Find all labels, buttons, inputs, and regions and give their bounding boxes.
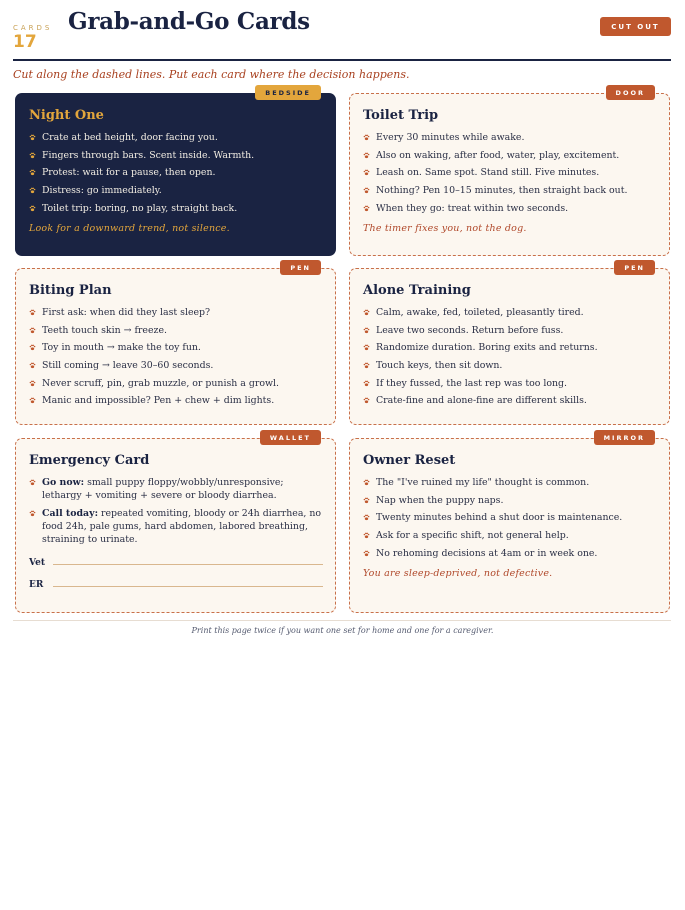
list-item: Crate at bed height, door facing you. (29, 131, 323, 144)
card-note: You are sleep-deprived, not defective. (363, 567, 553, 579)
er-label: ER (29, 579, 44, 590)
paw-icon (363, 134, 370, 141)
paw-icon (363, 152, 370, 159)
list-item: Nap when the puppy naps. (363, 494, 657, 507)
card-title: Alone Training (363, 283, 471, 298)
card-tag: MIRROR (594, 430, 655, 445)
list-item: Toy in mouth → make the toy fun. (29, 341, 323, 354)
card-title: Biting Plan (29, 283, 112, 298)
list-item: Twenty minutes behind a shut door is maintenance. (363, 511, 657, 524)
list-item: Touch keys, then sit down. (363, 359, 657, 372)
card-toilet-trip (349, 88, 670, 256)
paw-icon (363, 327, 370, 334)
list-item: Go now: small puppy floppy/wobbly/unresponsive; lethargy + vomiting + severe or bloody diarrhea. (29, 476, 323, 502)
paw-icon (29, 134, 36, 141)
paw-icon (29, 362, 36, 369)
header-rule (13, 59, 671, 61)
card-tag: WALLET (260, 430, 321, 445)
list-item: Randomize duration. Boring exits and returns. (363, 341, 657, 354)
card-title: Owner Reset (363, 453, 456, 468)
paw-icon (29, 152, 36, 159)
list-item: Teeth touch skin → freeze. (29, 324, 323, 337)
paw-icon (29, 187, 36, 194)
card-list (29, 476, 323, 546)
list-item: Call today: repeated vomiting, bloody or 24h diarrhea, no food 24h, pale gums, hard abdomen, labored breathing, straining to urinate. (29, 507, 323, 546)
card-tag: DOOR (606, 85, 655, 100)
list-item: No rehoming decisions at 4am or in week one. (363, 547, 657, 560)
paw-icon (29, 205, 36, 212)
card-note: The timer fixes you, not the dog. (363, 222, 527, 234)
paw-icon (363, 514, 370, 521)
card-title: Emergency Card (29, 453, 150, 468)
card-tag: PEN (614, 260, 655, 275)
vet-field[interactable] (29, 552, 323, 568)
list-item: First ask: when did they last sleep? (29, 306, 323, 319)
paw-icon (363, 479, 370, 486)
paw-icon (363, 380, 370, 387)
card-list (29, 131, 323, 215)
er-field[interactable] (29, 574, 323, 590)
paw-icon (363, 362, 370, 369)
paw-icon (363, 187, 370, 194)
vet-line (53, 564, 323, 565)
paw-icon (29, 327, 36, 334)
paw-icon (29, 380, 36, 387)
section-label: CARDS (13, 24, 53, 32)
list-item: Every 30 minutes while awake. (363, 131, 657, 144)
list-item: Nothing? Pen 10–15 minutes, then straight back out. (363, 184, 657, 197)
list-item: Crate-fine and alone-fine are different skills. (363, 394, 657, 407)
instructions: Cut along the dashed lines. Put each card where the decision happens. (13, 68, 410, 81)
card-biting-plan (15, 263, 336, 425)
list-item: Protest: wait for a pause, then open. (29, 166, 323, 179)
card-night-one (15, 88, 336, 256)
paw-icon (363, 169, 370, 176)
list-item: Leash on. Same spot. Stand still. Five minutes. (363, 166, 657, 179)
list-item: If they fussed, the last rep was too long. (363, 377, 657, 390)
card-tag: PEN (280, 260, 321, 275)
footer-rule (13, 620, 671, 621)
paw-icon (363, 550, 370, 557)
card-list (363, 131, 657, 215)
paw-icon (29, 397, 36, 404)
list-item: Distress: go immediately. (29, 184, 323, 197)
card-list (29, 306, 323, 407)
card-tag: BEDSIDE (255, 85, 321, 100)
list-item: The "I've ruined my life" thought is common. (363, 476, 657, 489)
card-alone-training (349, 263, 670, 425)
paw-icon (29, 510, 36, 517)
list-item: Never scruff, pin, grab muzzle, or punish a growl. (29, 377, 323, 390)
paw-icon (29, 309, 36, 316)
cut-out-badge: CUT OUT (600, 17, 671, 36)
vet-label: Vet (29, 557, 46, 568)
paw-icon (363, 344, 370, 351)
paw-icon (363, 497, 370, 504)
page-header (13, 8, 671, 60)
list-item: When they go: treat within two seconds. (363, 202, 657, 215)
paw-icon (363, 532, 370, 539)
paw-icon (363, 205, 370, 212)
card-emergency (15, 433, 336, 613)
list-item: Toilet trip: boring, no play, straight back. (29, 202, 323, 215)
card-list (363, 306, 657, 407)
list-item: Ask for a specific shift, not general help. (363, 529, 657, 542)
er-line (53, 586, 323, 587)
paw-icon (29, 344, 36, 351)
paw-icon (29, 479, 36, 486)
paw-icon (363, 397, 370, 404)
list-item: Manic and impossible? Pen + chew + dim lights. (29, 394, 323, 407)
paw-icon (363, 309, 370, 316)
footer-note: Print this page twice if you want one set for home and one for a caregiver. (191, 626, 494, 635)
list-item: Fingers through bars. Scent inside. Warmth. (29, 149, 323, 162)
list-item: Also on waking, after food, water, play, excitement. (363, 149, 657, 162)
section-number: 17 (13, 32, 37, 52)
card-title: Night One (29, 108, 104, 123)
card-owner-reset (349, 433, 670, 613)
card-title: Toilet Trip (363, 108, 439, 123)
list-item: Calm, awake, fed, toileted, pleasantly tired. (363, 306, 657, 319)
card-note: Look for a downward trend, not silence. (29, 222, 230, 234)
card-list (363, 476, 657, 560)
list-item: Still coming → leave 30–60 seconds. (29, 359, 323, 372)
page-title: Grab-and-Go Cards (68, 8, 310, 35)
list-item: Leave two seconds. Return before fuss. (363, 324, 657, 337)
paw-icon (29, 169, 36, 176)
